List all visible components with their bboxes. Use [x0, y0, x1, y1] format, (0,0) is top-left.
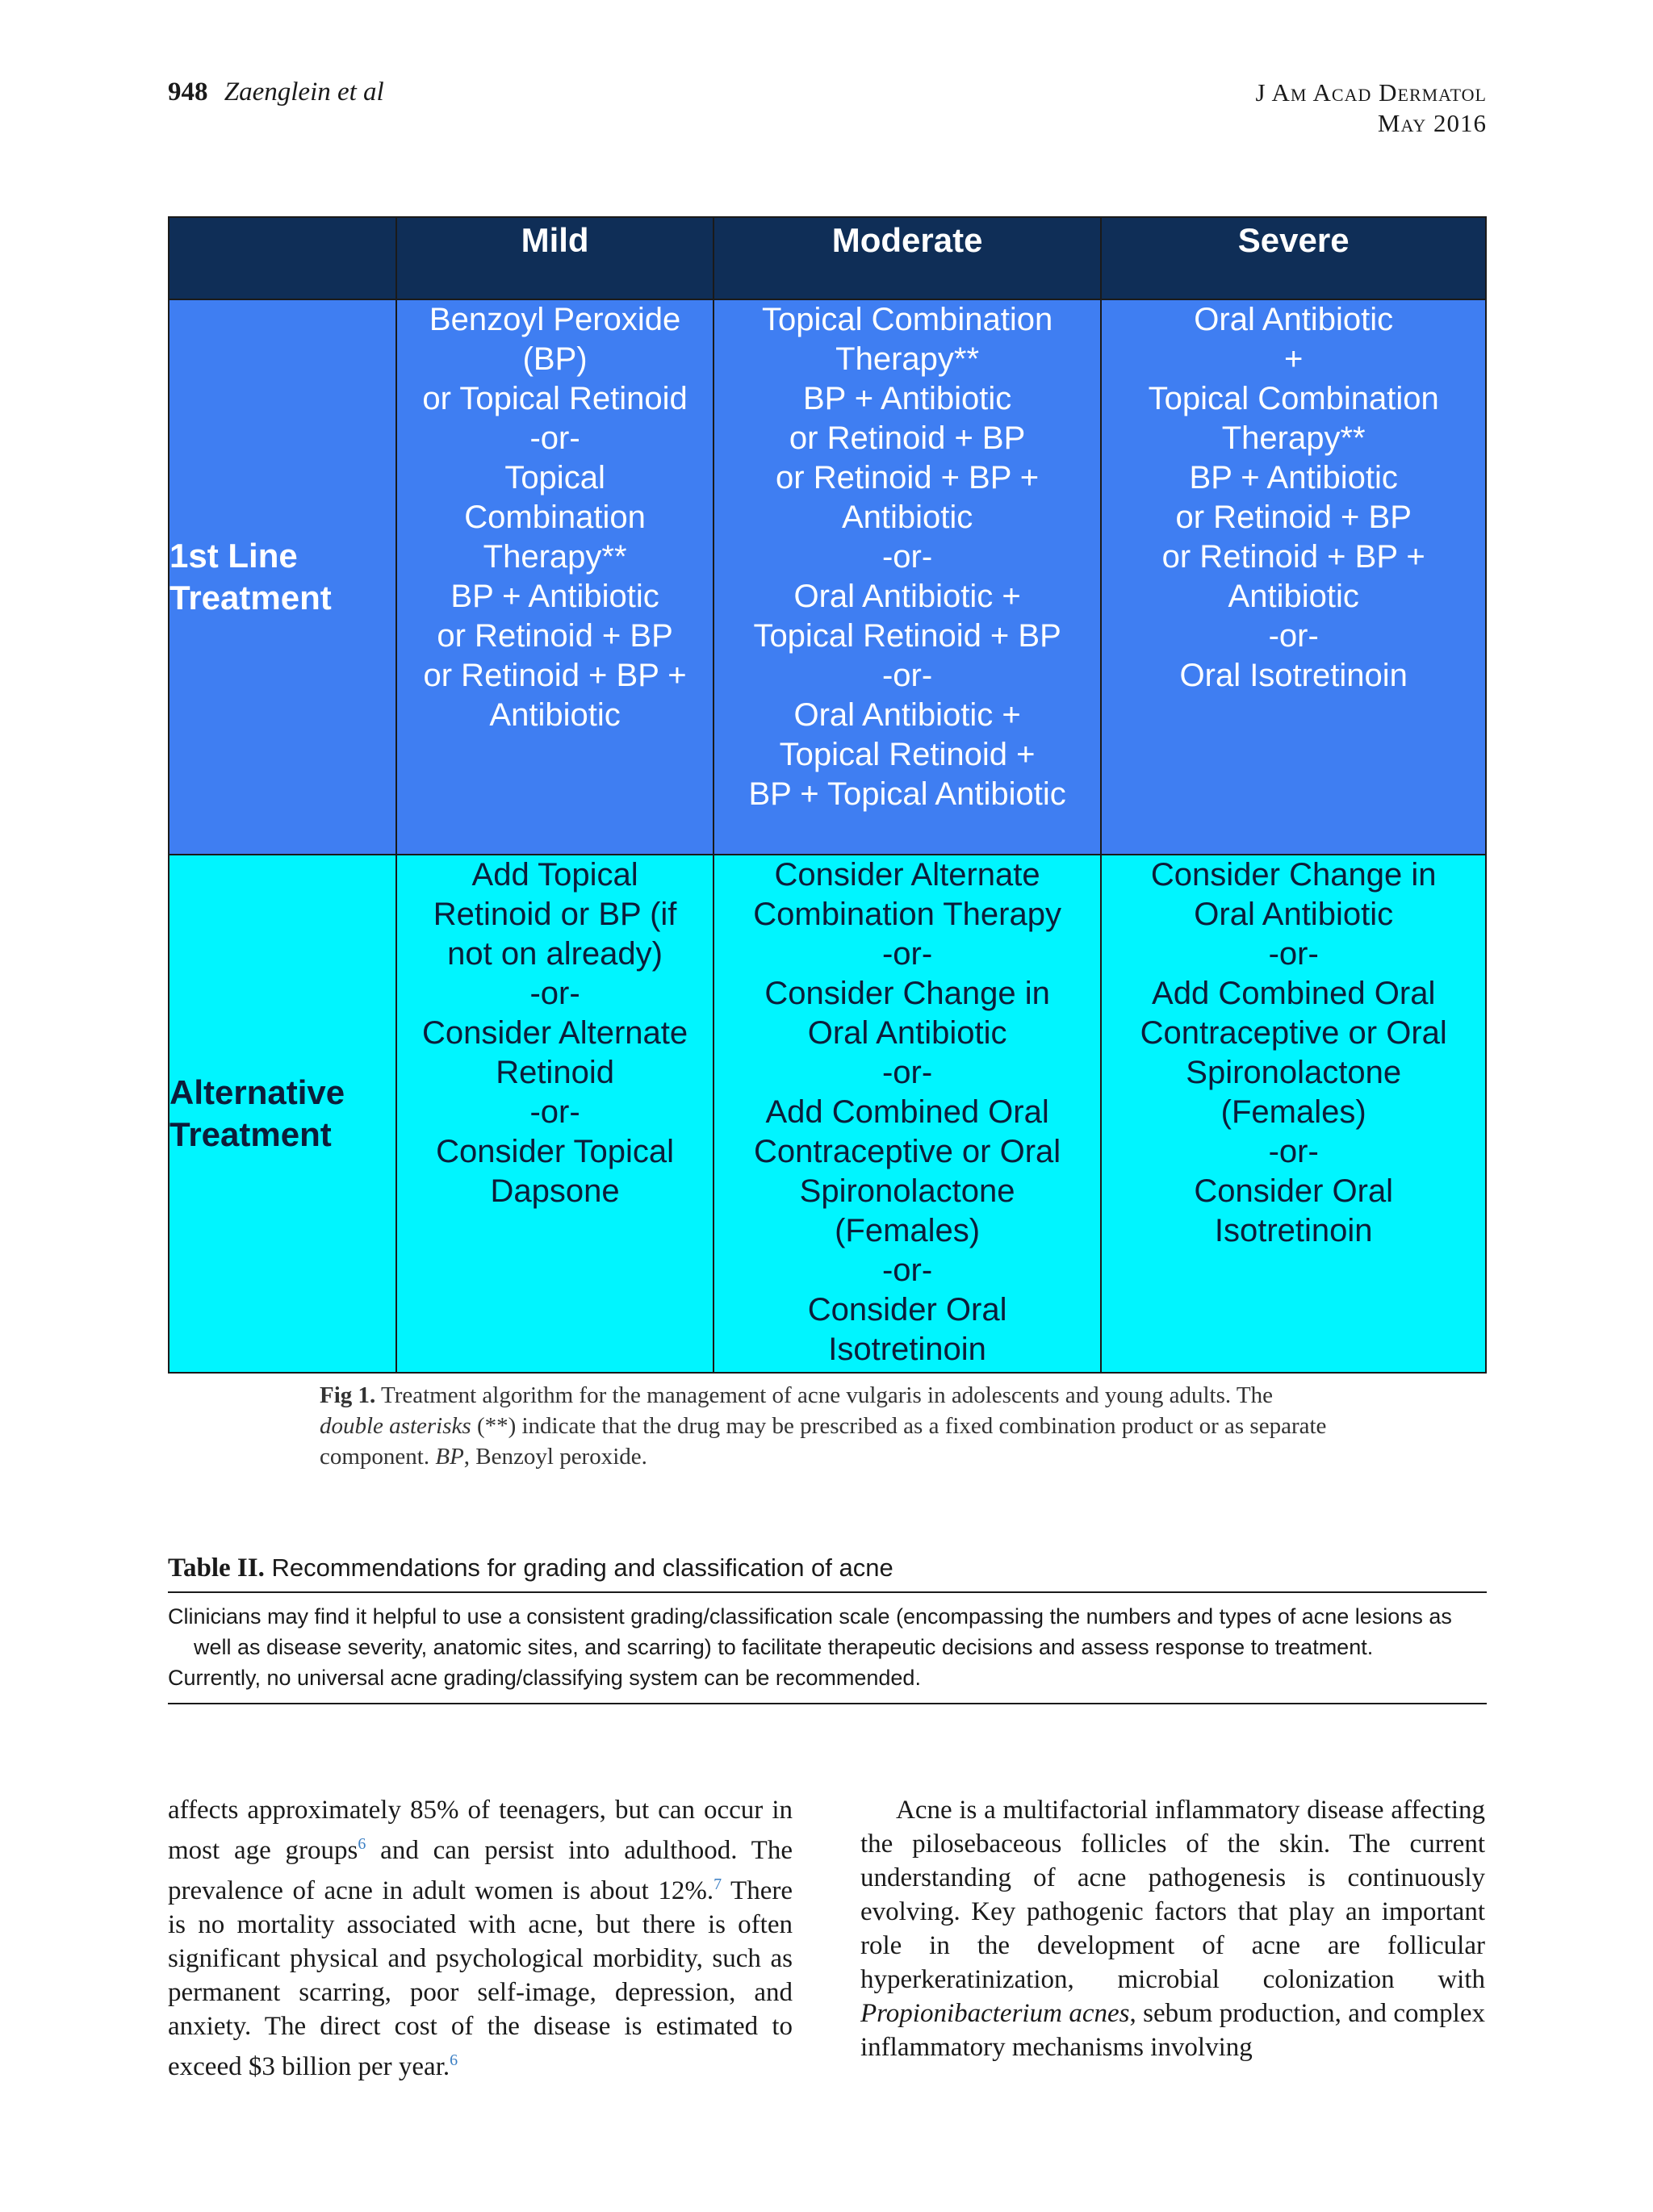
organism-name: Propionibacterium acnes [860, 1999, 1130, 2028]
table-ii [168, 1553, 1487, 1704]
treatment-line: Consider Oral [1194, 1173, 1394, 1209]
treatment-line: Combination Therapy [753, 897, 1061, 932]
figure-caption [320, 1380, 1337, 1472]
row-label-line: 1st Line [169, 537, 298, 575]
treatment-line: Contraceptive or Oral [1140, 1015, 1447, 1051]
treatment-line: or Topical Retinoid [422, 381, 688, 416]
treatment-line: (BP) [522, 341, 588, 377]
treatment-line: or Retinoid + BP + [776, 460, 1040, 496]
treatment-line: Therapy** [1221, 420, 1366, 456]
table-ii-title [168, 1553, 1487, 1583]
figure-label: Fig 1. [320, 1382, 376, 1408]
running-header-right [1255, 77, 1487, 139]
caption-abbreviation: BP [435, 1444, 464, 1470]
treatment-line: Topical Retinoid + [779, 737, 1036, 772]
treatment-line: Benzoyl Peroxide [429, 302, 681, 337]
treatment-line: Spironolactone [799, 1173, 1015, 1209]
first-line-moderate-cell [714, 299, 1102, 855]
body-column-right [860, 1793, 1485, 2064]
treatment-line: or Retinoid + BP + [423, 658, 687, 693]
treatment-line: Oral Isotretinoin [1179, 658, 1408, 693]
treatment-line: Add Combined Oral [765, 1094, 1049, 1130]
treatment-line: Therapy** [483, 539, 627, 575]
journal-name: J Am Acad Dermatol [1255, 78, 1487, 107]
body-paragraph [168, 1793, 793, 2084]
alternative-row [169, 855, 1486, 1373]
treatment-line: + [1284, 341, 1304, 377]
table-row: Currently, no universal acne grading/classifying system can be recommended. [168, 1666, 921, 1690]
treatment-line: Isotretinoin [828, 1332, 986, 1367]
treatment-line: or Retinoid + BP [1175, 500, 1412, 535]
caption-text: Treatment algorithm for the management of acne vulgaris in adolescents and young adults. The [381, 1382, 1273, 1408]
corner-cell [169, 217, 396, 299]
treatment-line: (Females) [835, 1213, 981, 1248]
treatment-line: -or- [1268, 936, 1319, 972]
treatment-line: Oral Antibiotic [1194, 897, 1394, 932]
treatment-line: Oral Antibiotic + [793, 697, 1021, 733]
running-authors: Zaenglein et al [224, 77, 384, 107]
treatment-line: Consider Change in [764, 976, 1050, 1011]
treatment-line: Combination [464, 500, 646, 535]
treatment-line: -or- [1268, 1134, 1319, 1169]
treatment-line: BP + Antibiotic [450, 579, 659, 614]
page-number: 948 [168, 77, 208, 107]
treatment-line: Consider Alternate [774, 857, 1040, 893]
table-ii-body [168, 1591, 1487, 1704]
first-line-severe-cell [1101, 299, 1486, 855]
first-line-mild-cell [396, 299, 713, 855]
treatment-line: -or- [881, 539, 933, 575]
treatment-line: Oral Antibiotic [1194, 302, 1394, 337]
treatment-line: BP + Topical Antibiotic [748, 776, 1066, 812]
table-title-text: Recommendations for grading and classification of acne [271, 1553, 893, 1582]
treatment-line: -or- [881, 1252, 933, 1288]
treatment-line: Topical Retinoid + BP [753, 618, 1061, 654]
treatment-line: Oral Antibiotic [807, 1015, 1007, 1051]
body-text: There is no mortality associated with acne, but there is often significant physical and psychological morbidity, such as permanent scarring, poor self-image, depression, and anxiety. The direct cost of the disease is estimated to exceed $3 billion per year. [168, 1876, 793, 2081]
treatment-line: Topical Combination [762, 302, 1053, 337]
row-label-first-line [169, 299, 396, 855]
treatment-line: Topical [504, 460, 605, 496]
treatment-line: -or- [529, 420, 580, 456]
alternative-mild-cell [396, 855, 713, 1373]
body-paragraph [860, 1793, 1485, 2064]
caption-text: (**) indicate that the drug may be prescribed as a fixed combination product or as separate component. [320, 1413, 1327, 1470]
treatment-line: Therapy** [835, 341, 980, 377]
treatment-line: or Retinoid + BP [437, 618, 673, 654]
body-text: affects approximately 85% of teenagers, but can occur in most age groups [168, 1796, 793, 1865]
treatment-line: not on already) [447, 936, 663, 972]
treatment-line: -or- [1268, 618, 1319, 654]
row-label-alternative [169, 855, 396, 1373]
treatment-line: Isotretinoin [1214, 1213, 1373, 1248]
row-label-line: Treatment [169, 579, 332, 617]
treatment-line: Retinoid or BP (if [433, 897, 677, 932]
treatment-line: -or- [881, 658, 933, 693]
alternative-severe-cell [1101, 855, 1486, 1373]
treatment-line: Contraceptive or Oral [754, 1134, 1061, 1169]
treatment-line: or Retinoid + BP + [1161, 539, 1425, 575]
table-label: Table II. [168, 1553, 265, 1583]
treatment-line: -or- [881, 1055, 933, 1090]
issue-date: May 2016 [1377, 109, 1487, 137]
reference-link[interactable]: 6 [358, 1835, 366, 1853]
treatment-line: Consider Alternate [422, 1015, 688, 1051]
treatment-line: Antibiotic [1228, 579, 1359, 614]
treatment-line: Consider Topical [436, 1134, 675, 1169]
treatment-line: Topical Combination [1148, 381, 1439, 416]
row-label-line: Alternative [169, 1073, 345, 1111]
reference-link[interactable]: 7 [714, 1875, 722, 1893]
body-text: and can persist into adulthood. The prevalence of acne in adult women is about 12%. [168, 1836, 793, 1905]
body-column-left [168, 1793, 793, 2084]
treatment-line: Add Topical [471, 857, 638, 893]
caption-text: , Benzoyl peroxide. [463, 1444, 647, 1470]
first-line-row [169, 299, 1486, 855]
treatment-line: BP + Antibiotic [1189, 460, 1398, 496]
severity-header-row [169, 217, 1486, 299]
treatment-line: -or- [529, 1094, 580, 1130]
treatment-line: Consider Oral [807, 1292, 1007, 1328]
treatment-line: Add Combined Oral [1152, 976, 1436, 1011]
alternative-moderate-cell [714, 855, 1102, 1373]
column-header-mild: Mild [396, 217, 713, 299]
column-header-severe: Severe [1101, 217, 1486, 299]
treatment-line: Consider Change in [1150, 857, 1437, 893]
reference-link[interactable]: 6 [450, 2051, 458, 2069]
row-label-line: Treatment [169, 1115, 332, 1153]
treatment-line: -or- [881, 936, 933, 972]
treatment-line: Dapsone [490, 1173, 620, 1209]
caption-emphasis: double asterisks [320, 1413, 471, 1439]
treatment-line: (Females) [1220, 1094, 1366, 1130]
running-header-left [168, 77, 384, 107]
treatment-line: Retinoid [496, 1055, 614, 1090]
treatment-line: Antibiotic [489, 697, 621, 733]
treatment-line: Spironolactone [1186, 1055, 1402, 1090]
table-row: Clinicians may find it helpful to use a consistent grading/classification scale (encompassing the numbers and types of acne lesions as well as disease severity, anatomic sites, and scarring) to facilitate therapeutic decisions and assess response to treatment. [168, 1604, 1452, 1659]
treatment-line: or Retinoid + BP [789, 420, 1026, 456]
treatment-line: Oral Antibiotic + [793, 579, 1021, 614]
body-text: , sebum production, and complex inflammatory mechanisms involving [860, 1999, 1485, 2062]
treatment-algorithm-table [168, 216, 1487, 1374]
body-text: Acne is a multifactorial inflammatory disease affecting the pilosebaceous follicles of the skin. The current understanding of acne pathogenesis is continuously evolving. Key pathogenic factors that play an important role in the development of acne are follicular hyperkeratinization, microbial colonization with [860, 1796, 1485, 1994]
treatment-line: -or- [529, 976, 580, 1011]
treatment-line: Antibiotic [841, 500, 973, 535]
column-header-moderate: Moderate [714, 217, 1102, 299]
treatment-line: BP + Antibiotic [802, 381, 1012, 416]
